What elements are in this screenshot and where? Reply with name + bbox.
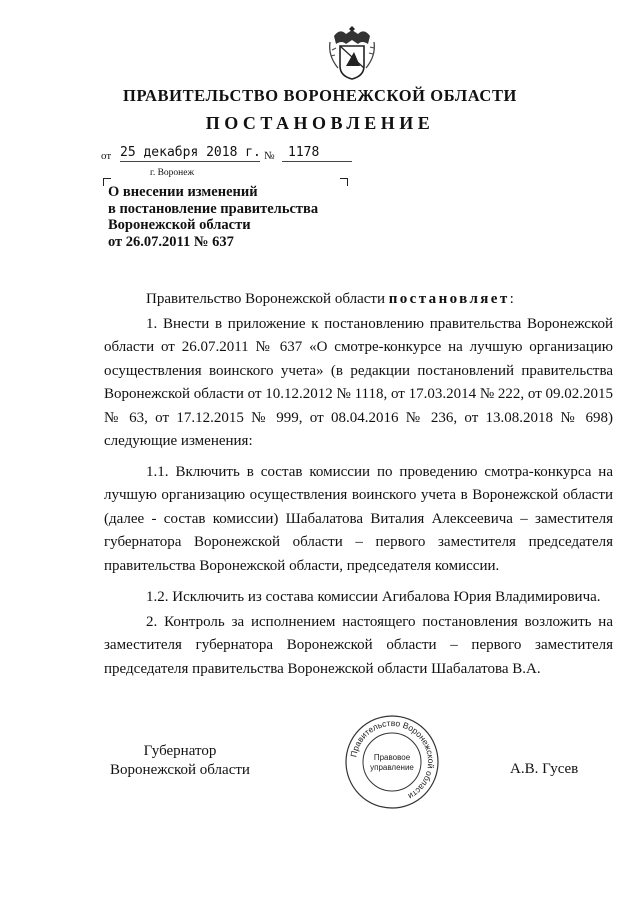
government-name: ПРАВИТЕЛЬСТВО ВОРОНЕЖСКОЙ ОБЛАСТИ (123, 86, 517, 105)
decree-subject (108, 184, 358, 250)
subject-line: О внесении изменений (108, 184, 258, 200)
paragraph-1-1-text: 1.1. Включить в состав комиссии по проведению смотра-конкурса на лучшую организацию осуществления воинского учета в Воронежской области (далее - состав комиссии) Шабалатова Виталия Алексеевича – заместителя губернатора Воронежской области – первого заместителя председателя правительства Воронежской области, председателя комиссии. (104, 464, 613, 574)
signatory-title (100, 742, 260, 780)
intro-prefix: Правительство Воронежской области (146, 291, 389, 307)
number-label: № (264, 150, 275, 162)
decree-number: 1178 (282, 145, 352, 162)
decree-verb: постановляет (388, 291, 510, 307)
paragraph-2 (104, 611, 613, 681)
city-label: г. Воронеж (150, 168, 195, 178)
signatory-title-line: Губернатор (143, 743, 217, 759)
document-type: ПОСТАНОВЛЕНИЕ (205, 113, 435, 133)
paragraph-1-2 (104, 586, 613, 609)
paragraph-2-text: 2. Контроль за исполнением настоящего постановления возложить на заместителя губернатора Воронежской области – первого заместителя председателя правительства Воронежской области Шабалатова В.А. (104, 614, 613, 677)
signatory-title-line: Воронежской области (110, 762, 250, 778)
paragraph-1-2-text: 1.2. Исключить из состава комиссии Агибалова Юрия Владимировича. (146, 589, 601, 605)
paragraph-1-text: 1. Внести в приложение к постановлению правительства Воронежской области от 26.07.2011 № 637 «О смотре-конкурсе на лучшую организацию осуществления воинского учета» (в редакции постановлений правительства Воронежской области от 10.12.2012 № 1118, от 17.03.2014 № 222, от 09.02.2015 № 63, от 17.12.2015 № 999, от 08.04.2016 № 236, от 13.08.2018 № 698) следующие изменения: (104, 316, 613, 450)
subject-line: от 26.07.2011 № 637 (108, 233, 234, 250)
date-prefix-label: от (101, 150, 112, 162)
stamp-center-line: Правовое (373, 753, 411, 762)
decree-date: 25 декабря 2018 г. (120, 145, 261, 160)
signatory-name: А.В. Гусев (510, 761, 579, 777)
subject-line: Воронежской области (108, 217, 251, 233)
stamp-center-line: управление (370, 763, 414, 772)
subject-line: в постановление правительства (108, 200, 319, 217)
paragraph-1-1 (104, 461, 613, 578)
stamp-ring-text: Правительство Воронежской области (348, 717, 437, 802)
paragraph-1 (104, 313, 613, 453)
intro-suffix: : (509, 291, 514, 307)
coat-of-arms-icon (326, 22, 378, 82)
intro-paragraph (104, 288, 613, 311)
legal-department-stamp (342, 712, 442, 812)
